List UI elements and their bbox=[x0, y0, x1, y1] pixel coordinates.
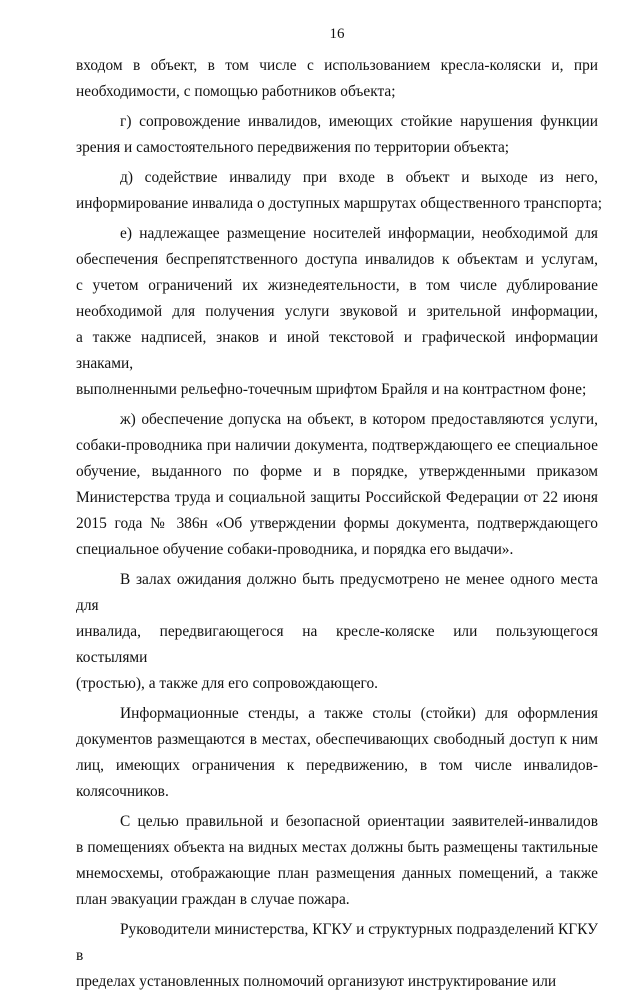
text-line: пределах установленных полномочий организуют инструктирование или bbox=[76, 973, 557, 990]
text-line: В залах ожидания должно быть предусмотрено не менее одного места для bbox=[76, 571, 598, 614]
text-line: лиц, имеющих ограничения к передвижению, в том числе инвалидов- bbox=[76, 757, 598, 774]
text-line: выполненными рельефно-точечным шрифтом Брайля и на контрастном фоне; bbox=[76, 381, 587, 398]
text-line: 2015 года № 386н «Об утверждении формы документа, подтверждающего bbox=[76, 515, 598, 532]
paragraph bbox=[76, 165, 603, 217]
paragraph bbox=[76, 53, 598, 105]
page-number: 16 bbox=[329, 26, 345, 42]
text-line: план эвакуации граждан в случае пожара. bbox=[76, 891, 350, 908]
text-line: мнемосхемы, отображающие план размещения данных помещений, а также bbox=[76, 865, 598, 882]
paragraph bbox=[76, 407, 598, 563]
paragraph bbox=[76, 701, 598, 805]
text-line: е) надлежащее размещение носителей информации, необходимой для bbox=[120, 225, 598, 242]
paragraph bbox=[76, 809, 598, 913]
paragraph bbox=[76, 917, 598, 995]
text-line: входом в объект, в том числе с использованием кресла-коляски и, при bbox=[76, 57, 598, 74]
text-line: с учетом ограничений их жизнедеятельности, в том числе дублирование bbox=[76, 277, 598, 294]
text-line: Информационные стенды, а также столы (стойки) для оформления bbox=[120, 705, 598, 722]
text-line: документов размещаются в местах, обеспечивающих свободный доступ к ним bbox=[76, 731, 598, 748]
text-line: необходимой для получения услуги звуковой и зрительной информации, bbox=[76, 303, 598, 320]
text-line: необходимости, с помощью работников объекта; bbox=[76, 83, 396, 100]
text-line: ж) обеспечение допуска на объект, в котором предоставляются услуги, bbox=[120, 411, 598, 428]
text-line: в помещениях объекта на видных местах должны быть размещены тактильные bbox=[76, 839, 598, 856]
text-line: колясочников. bbox=[76, 783, 169, 800]
text-line: информирование инвалида о доступных маршрутах общественного транспорта; bbox=[76, 195, 603, 212]
text-line: д) содействие инвалиду при входе в объект и выходе из него, bbox=[120, 169, 598, 186]
text-line: а также надписей, знаков и иной текстовой и графической информации знаками, bbox=[76, 329, 598, 372]
text-line: Руководители министерства, КГКУ и структурных подразделений КГКУ в bbox=[76, 921, 598, 964]
paragraph bbox=[76, 567, 598, 697]
text-line: Министерства труда и социальной защиты Российской Федерации от 22 июня bbox=[76, 489, 598, 506]
text-line: специальное обучение собаки-проводника, и порядка его выдачи». bbox=[76, 541, 514, 558]
paragraph bbox=[76, 109, 598, 161]
text-line: обучение, выданного по форме и в порядке, утвержденными приказом bbox=[76, 463, 598, 480]
paragraph bbox=[76, 221, 598, 403]
text-line: собаки-проводника при наличии документа, подтверждающего ее специальное bbox=[76, 437, 598, 454]
text-line: зрения и самостоятельного передвижения по территории объекта; bbox=[76, 139, 510, 156]
text-line: г) сопровождение инвалидов, имеющих стойкие нарушения функции bbox=[120, 113, 598, 130]
document-body bbox=[76, 53, 603, 995]
text-line: обеспечения беспрепятственного доступа инвалидов к объектам и услугам, bbox=[76, 251, 598, 268]
text-line: С целью правильной и безопасной ориентации заявителей-инвалидов bbox=[120, 813, 598, 830]
text-line: (тростью), а также для его сопровождающего. bbox=[76, 675, 379, 692]
text-line: инвалида, передвигающегося на кресле-коляске или пользующегося костылями bbox=[76, 623, 598, 666]
